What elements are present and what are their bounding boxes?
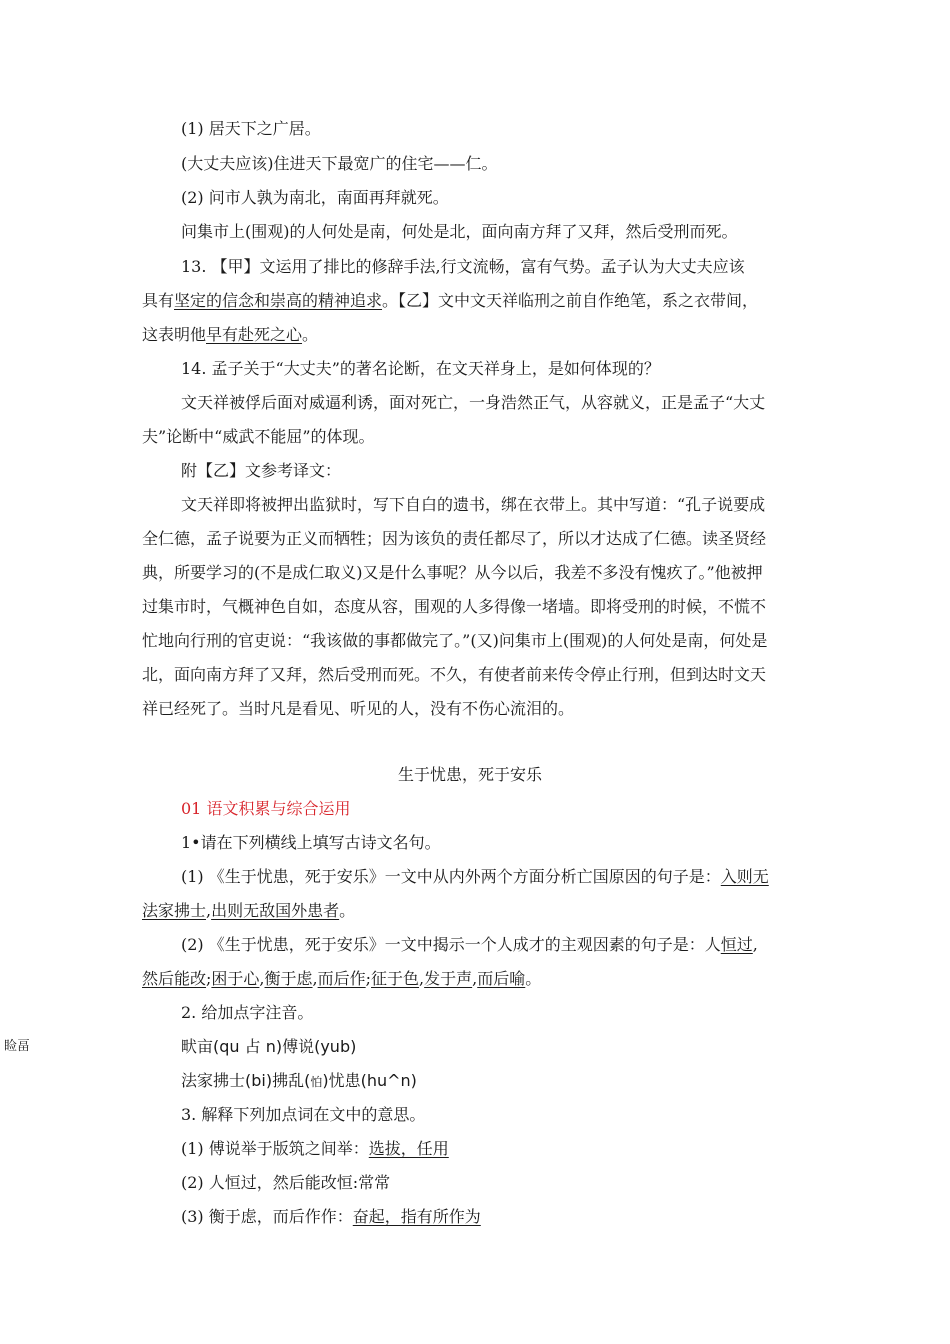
question-3-part-2: (2) 人恒过，然后能改恒:常常: [181, 1173, 391, 1192]
pinyin-line: 畎亩(qu 占 n)傅说(yub): [181, 1037, 357, 1056]
filled-answer: 选拔，任用: [368, 1139, 449, 1158]
filled-answer: 入则无: [720, 867, 769, 886]
translation-line: 忙地向行刑的官吏说：“我该做的事都做完了。”(又)问集市上(围观)的人何处是南，何处是: [142, 631, 768, 650]
filled-answer: 衡于虑: [264, 969, 313, 988]
translation-line: 文天祥即将被押出监狱时，写下自白的遗书，绑在衣带上。其中写道：“孔子说要成: [181, 495, 766, 514]
filled-answer: 困于心: [211, 969, 260, 988]
question-14: 14. 孟子关于“大丈夫”的著名论断，在文天祥身上，是如何体现的？: [181, 359, 660, 378]
answer-line: (1) 居天下之广居。: [181, 119, 321, 138]
answer-line: 夫”论断中“威武不能屈”的体现。: [142, 427, 375, 446]
filled-answer: 征于色: [371, 969, 420, 988]
question-1-part-1: (1) 《生于忧患，死于安乐》一文中从内外两个方面分析亡国原因的句子是：入则无: [181, 867, 769, 886]
answer-line: 问集市上(围观)的人何处是南，何处是北，面向南方拜了又拜，然后受刑而死。: [181, 222, 738, 241]
question-13-cont: 具有坚定的信念和崇高的精神追求。【乙】文中文天祥临刑之前自作绝笔，系之衣带间，: [142, 291, 759, 310]
answer-line: (2) 问市人孰为南北，南面再拜就死。: [181, 188, 449, 207]
filled-answer: 发于声: [424, 969, 473, 988]
filled-answer: 而后喻: [477, 969, 526, 988]
question-1-part-2-cont: 然后能改;困于心,衡于虑,而后作;征于色,发于声,而后喻。: [142, 969, 542, 988]
question-2: 2. 给加点字注音。: [181, 1003, 314, 1022]
filled-answer: 坚定的信念和崇高的精神追求: [174, 291, 383, 310]
filled-answer: 恒过: [720, 935, 753, 954]
margin-note: 睑畐: [4, 1039, 31, 1054]
translation-line: 祥已经死了。当时凡是看见、听见的人，没有不伤心流泪的。: [142, 699, 575, 718]
answer-line: 文天祥被俘后面对威逼利诱，面对死亡，一身浩然正气，从容就义，正是孟子“大丈: [181, 393, 766, 412]
filled-answer: 法家拂士: [142, 901, 207, 920]
translation-line: 全仁德，孟子说要为正义而牺牲；因为该负的责任都尽了，所以才达成了仁德。读圣贤经: [142, 529, 767, 548]
question-1-part-1-cont: 法家拂士,出则无敌国外患者。: [142, 901, 356, 920]
filled-answer: 出则无敌国外患者: [211, 901, 340, 920]
filled-answer: 早有赴死之心: [206, 325, 303, 344]
question-3: 3. 解释下列加点词在文中的意思。: [181, 1105, 426, 1124]
question-13: 13. 【甲】文运用了排比的修辞手法,行文流畅，富有气势。孟子认为大丈夫应该: [181, 257, 745, 276]
translation-line: 过集市时，气概神色自如，态度从容，围观的人多得像一堵墙。即将受刑的时候，不慌不: [142, 597, 767, 616]
filled-answer: 而后作: [317, 969, 366, 988]
translation-line: 北，面向南方拜了又拜，然后受刑而死。不久，有使者前来传令停止行刑，但到达时文天: [142, 665, 767, 684]
section-heading: 01 语文积累与综合运用: [181, 799, 351, 818]
question-1-part-2: (2) 《生于忧患，死于安乐》一文中揭示一个人成才的主观因素的句子是：人恒过,: [181, 935, 758, 954]
section-title: 生于忧患，死于安乐: [398, 765, 543, 784]
pinyin-line: 法家拂士(bi)拂乱(怕)忧患(hu^n): [181, 1071, 417, 1090]
question-3-part-1: (1) 傅说举于版筑之间举：选拔，任用: [181, 1139, 449, 1158]
question-1: 1•请在下列横线上填写古诗文名句。: [181, 833, 441, 852]
translation-heading: 附【乙】文参考译文：: [181, 461, 342, 480]
filled-answer: 奋起，指有所作为: [352, 1207, 481, 1226]
translation-line: 典，所要学习的(不是成仁取义)又是什么事呢？从今以后，我差不多没有愧疚了。”他被押: [142, 563, 763, 582]
answer-line: (大丈夫应该)住进天下最宽广的住宅——仁。: [181, 154, 498, 173]
question-3-part-3: (3) 衡于虑，而后作作：奋起，指有所作为: [181, 1207, 481, 1226]
question-13-cont: 这表明他早有赴死之心。: [142, 325, 319, 344]
filled-answer: 然后能改: [142, 969, 207, 988]
